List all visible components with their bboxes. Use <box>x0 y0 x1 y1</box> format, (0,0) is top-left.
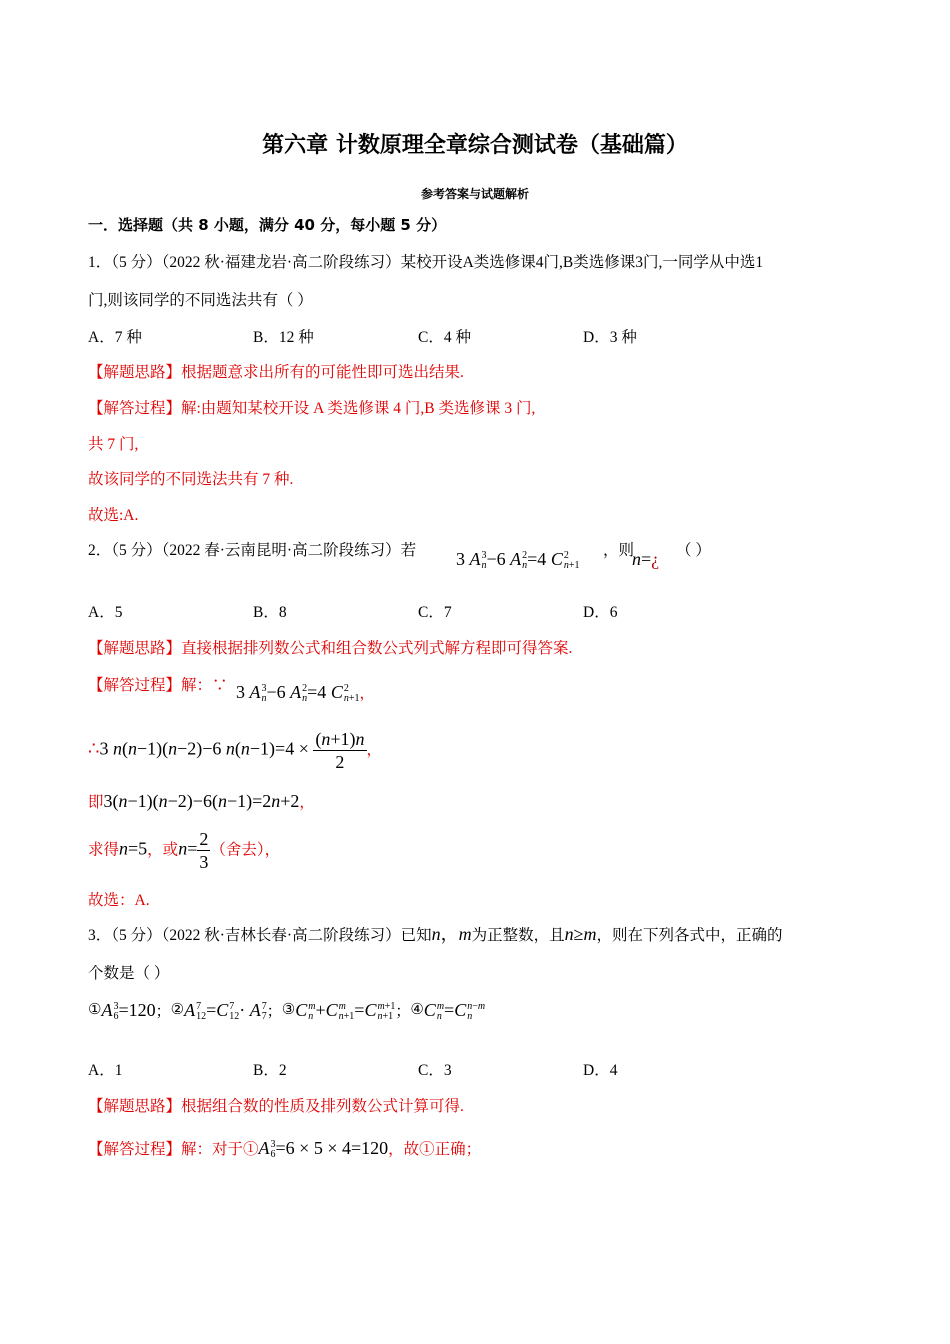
q2-stem-mid: ，则 <box>603 542 635 559</box>
q2-ji-line: 即3(n−1)(n−2)−6(n−1)=2n+2， <box>88 791 315 811</box>
q1-step2: 故该同学的不同选法共有 7 种. <box>88 471 294 488</box>
q1-stem-line2: 门,则该同学的不同选法共有（ ） <box>88 292 313 309</box>
q1-option-b: B．12 种 <box>253 329 314 346</box>
q2-option-b: B．8 <box>253 604 287 621</box>
q3-option-b: B．2 <box>253 1062 287 1079</box>
q1-option-a: A．7 种 <box>88 329 142 346</box>
q2-answer: 故选：A. <box>88 892 150 909</box>
q2-option-d: D．6 <box>583 604 618 621</box>
q1-option-d: D．3 种 <box>583 329 637 346</box>
q2-option-a: A．5 <box>88 604 123 621</box>
q2-solution-line: 求得n=5，或n= $\frac{2}{3}$ （舍去）， <box>88 829 281 872</box>
page-title: 第六章 计数原理全章综合测试卷（基础篇） <box>262 133 688 158</box>
q2-n-symbol: n=¿ <box>632 549 660 569</box>
q3-stem-line2: 个数是（ ） <box>88 965 170 982</box>
q2-therefore-line: ∴3 n(n−1)(n−2)−6 n(n−1)=4 × $\frac{(n+1)n}{2}$ ， <box>88 729 382 772</box>
q3-idea: 【解题思路】根据组合数的性质及排列数公式计算可得. <box>88 1098 464 1115</box>
page-subtitle: 参考答案与试题解析 <box>420 187 529 201</box>
q2-option-c: C．7 <box>418 604 452 621</box>
q2-process: 【解答过程】解：∵ <box>88 677 228 694</box>
q1-stem-line1: 1．（5 分）（2022 秋·福建龙岩·高二阶段练习）某校开设A类选修课4门,B类选修课3门,一同学从中选1 <box>88 254 764 271</box>
q2-idea: 【解题思路】直接根据排列数公式和组合数公式列式解方程即可得答案. <box>88 640 573 657</box>
q2-equation: 3 A 3 n −6 A 2 n =4 C 2 n+1 <box>456 549 580 571</box>
q1-idea: 【解题思路】根据题意求出所有的可能性即可选出结果. <box>88 364 464 381</box>
q3-stem-line1: 3．（5 分）（2022 秋·吉林长春·高二阶段练习）已知n，m为正整数，且n≥m，则在下列各式中，正确的 <box>88 924 783 944</box>
q3-option-a: A．1 <box>88 1062 123 1079</box>
q3-option-d: D．4 <box>583 1062 618 1079</box>
q1-answer: 故选:A. <box>88 507 139 524</box>
q2-stem-prefix: 2．（5 分）（2022 春·云南昆明·高二阶段练习）若 <box>88 542 417 559</box>
q1-option-c: C．4 种 <box>418 329 471 346</box>
section-heading: 一．选择题（共 8 小题，满分 40 分，每小题 5 分） <box>88 216 447 234</box>
q3-option-c: C．3 <box>418 1062 452 1079</box>
q3-process-line: 【解答过程】解：对于①A 3 6 =6 × 5 × 4=120，故①正确； <box>88 1138 482 1160</box>
q1-process: 【解答过程】解:由题知某校开设 A 类选修课 4 门,B 类选修课 3 门, <box>88 400 536 417</box>
q2-paren: （ ） <box>676 542 711 559</box>
q1-step1: 共 7 门, <box>88 436 139 453</box>
q3-statements: ①A 3 6 =120；②A 7 12 =C 7 12 · A 7 7 ；③C m n +C m n+1 =C m+1 n+1 ；④C m n =C n−m n <box>88 1000 486 1022</box>
q2-process-equation: 3 A 3 n −6 A 2 n =4 C 2 n+1 ， <box>236 682 375 704</box>
